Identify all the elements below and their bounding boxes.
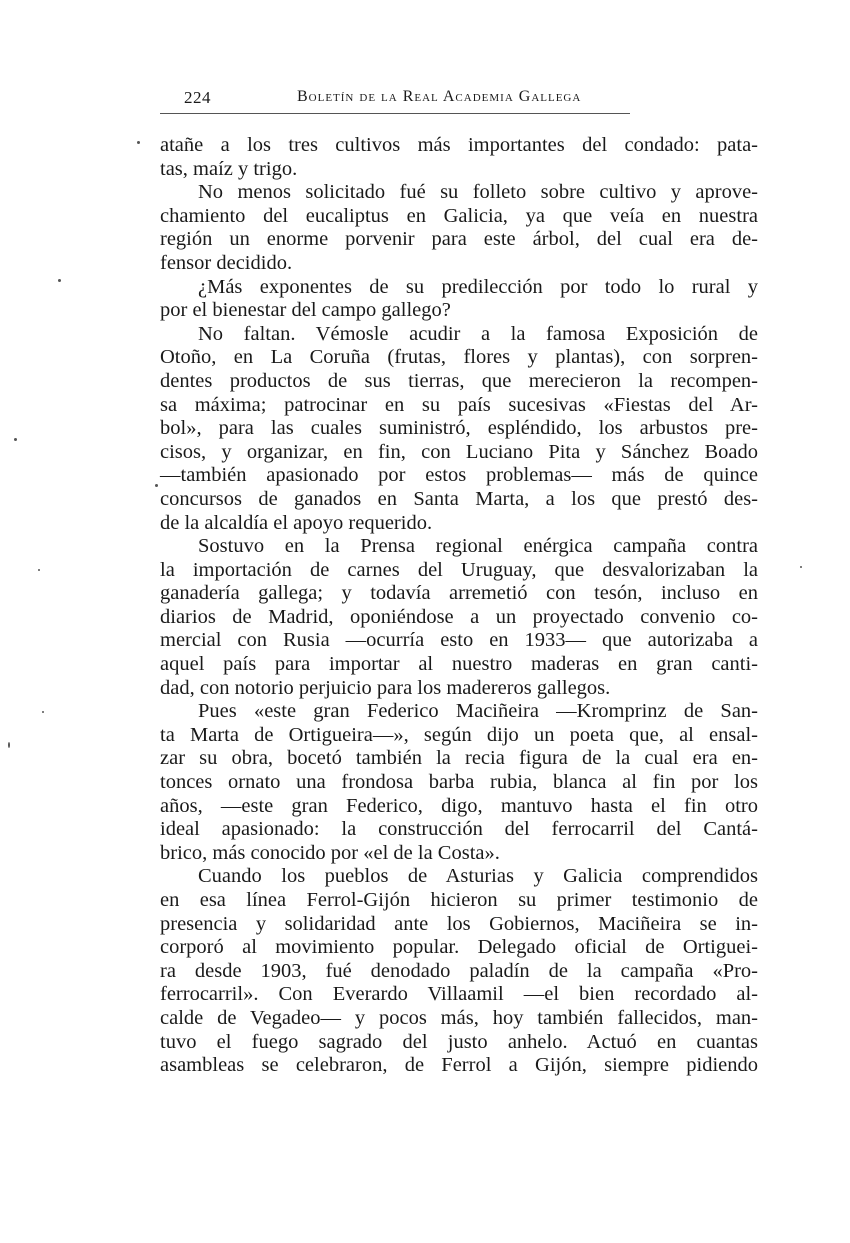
running-title: Boletín de la Real Academia Gallega [297,88,582,105]
text-line: presencia y solidaridad ante los Gobiernos, Maciñeira se in- [160,912,758,935]
text-line: asambleas se celebraron, de Ferrol a Gijón, siempre pidiendo [160,1054,758,1077]
text-line: ganadería gallega; y todavía arremetió con tesón, incluso en [160,582,758,605]
text-line: chamiento del eucaliptus en Galicia, ya que veía en nuestra [160,204,758,227]
text-line: de la alcaldía el apoyo requerido. [160,511,433,534]
text-line: la importación de carnes del Uruguay, que desvalorizaban la [160,558,758,581]
text-line: ferrocarril». Con Everardo Villaamil —el bien recordado al- [160,983,758,1006]
text-line: cisos, y organizar, en fin, con Luciano Pita y Sánchez Boado [160,440,758,463]
paragraph-first-line: ¿Más exponentes de su predilección por todo lo rural y [198,275,758,298]
text-line: atañe a los tres cultivos más importantes del condado: pata- [160,134,758,156]
text-line: mercial con Rusia —ocurría esto en 1933— que autorizaba a [160,629,758,652]
text-line: por el bienestar del campo gallego? [160,299,451,322]
paragraph-first-line: Pues «este gran Federico Maciñeira —Kromprinz de San- [198,700,758,723]
text-line: aquel país para importar al nuestro maderas en gran canti- [160,653,758,676]
text-line: fensor decidido. [160,251,293,274]
scan-speck [155,484,158,487]
text-line: sa máxima; patrocinar en su país sucesivas «Fiestas del Ar- [160,393,758,416]
scan-speck [800,566,802,568]
header-rule [160,113,630,114]
paragraph-first-line: No menos solicitado fué su folleto sobre cultivo y aprove- [198,181,758,204]
text-line: brico, más conocido por «el de la Costa». [160,841,500,864]
paragraph-first-line: Cuando los pueblos de Asturias y Galicia comprendidos [198,865,758,888]
text-line: tuvo el fuego sagrado del justo anhelo. Actuó en cuantas [160,1030,758,1053]
text-line: Otoño, en La Coruña (frutas, flores y plantas), con sorpren- [160,346,758,369]
scan-speck [38,569,40,571]
text-line: en esa línea Ferrol-Gijón hicieron su primer testimonio de [160,889,758,911]
text-line: años, —este gran Federico, digo, mantuvo hasta el fin otro [160,794,758,817]
text-line: ta Marta de Ortigueira—», según dijo un poeta que, al ensal- [160,723,758,746]
body-text [160,134,758,1078]
page-number: 224 [184,88,211,107]
text-line: zar su obra, bocetó también la recia figura de la cual era en- [160,747,758,770]
paragraph-first-line: No faltan. Vémosle acudir a la famosa Exposición de [198,322,758,345]
scan-speck [8,742,10,748]
text-line: diarios de Madrid, oponiéndose a un proyectado convenio co- [160,605,758,628]
text-line: calde de Vegadeo— y pocos más, hoy también fallecidos, man- [160,1006,758,1029]
scan-speck [58,279,61,282]
scan-speck [14,438,17,441]
scan-speck [42,711,44,713]
text-line: —también apasionado por estos problemas— más de quince [160,464,758,487]
text-line: ideal apasionado: la construcción del ferrocarril del Cantá- [160,818,758,841]
text-line: ra desde 1903, fué denodado paladín de la campaña «Pro- [160,959,758,982]
text-line: tas, maíz y trigo. [160,157,298,180]
text-line: región un enorme porvenir para este árbol, del cual era de- [160,228,758,251]
page-header [160,86,760,116]
text-line: tonces ornato una frondosa barba rubia, blanca al fin por los [160,771,758,794]
text-line: dad, con notorio perjuicio para los madereros gallegos. [160,676,611,699]
scan-speck [137,141,140,144]
text-line: dentes productos de sus tierras, que merecieron la recompen- [160,369,758,392]
text-line: corporó al movimiento popular. Delegado oficial de Ortiguei- [160,936,758,959]
text-line: bol», para las cuales suministró, espléndido, los arbustos pre- [160,417,758,440]
text-line: concursos de ganados en Santa Marta, a los que prestó des- [160,487,758,510]
paragraph-first-line: Sostuvo en la Prensa regional enérgica campaña contra [198,535,758,558]
